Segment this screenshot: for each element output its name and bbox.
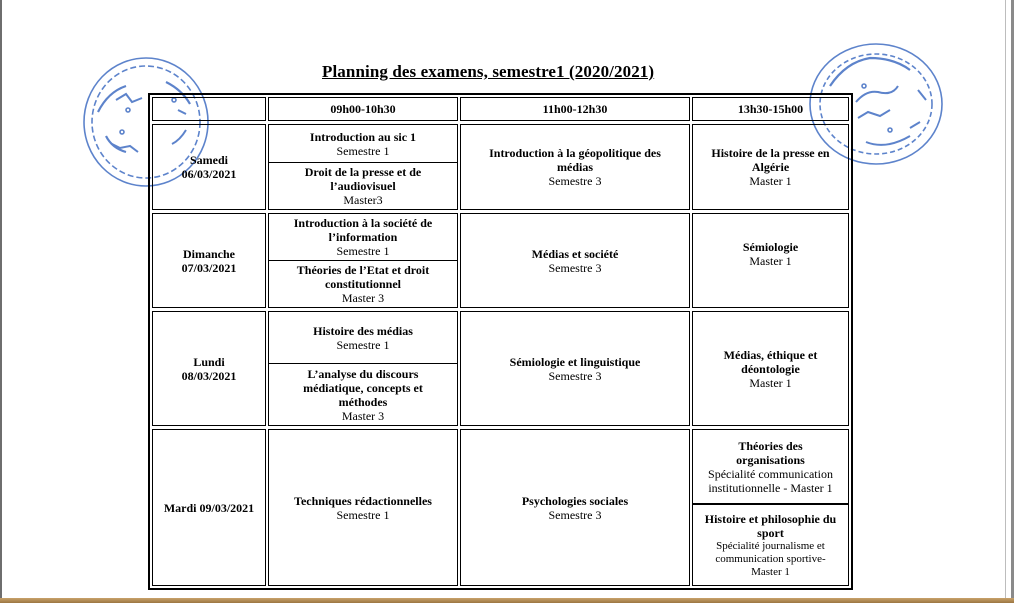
exam-title: Médias et société xyxy=(531,246,619,261)
exam-level: Semestre 3 xyxy=(548,368,602,383)
exam-level: Semestre 1 xyxy=(336,244,390,258)
exam-title: Droit de la presse et de l’audiovisuel xyxy=(304,165,422,193)
exam-level: Master3 xyxy=(343,193,383,207)
slot2-exam-mardi xyxy=(460,429,690,586)
exam-level: Master 1 xyxy=(749,254,792,268)
exam-level: Semestre 3 xyxy=(548,260,602,275)
slot3-exam-lundi xyxy=(692,311,849,426)
slot3-exam-samedi xyxy=(692,124,849,210)
slot2-exam-samedi xyxy=(460,124,690,210)
slot2-exam-lundi xyxy=(460,311,690,426)
day-cell-samedi: Samedi 06/03/2021 xyxy=(152,124,266,210)
exam-level: Master 1 xyxy=(749,174,792,188)
slot1-exam-a-dimanche xyxy=(268,213,458,260)
header-slot-2: 11h00-12h30 xyxy=(460,97,690,121)
slot1-exam-b-dimanche xyxy=(268,260,458,308)
exam-level: Semestre 3 xyxy=(548,174,602,188)
window-bottom-edge xyxy=(0,598,1014,603)
exam-title: Histoire de la presse en Algérie xyxy=(711,146,830,174)
exam-level: Semestre 3 xyxy=(548,507,602,522)
exam-level: Master 3 xyxy=(341,408,385,423)
day-cell-mardi: Mardi 09/03/2021 xyxy=(152,429,266,586)
exam-title: Introduction à la société de l’information xyxy=(293,216,433,244)
window-right-edge xyxy=(1005,0,1006,603)
exam-title: Théories des organisations xyxy=(736,438,805,467)
exam-level: Master 3 xyxy=(341,291,385,305)
slot1-exam-b-samedi xyxy=(268,162,458,210)
exam-level: Spécialité journalisme et communication sportive- Master 1 xyxy=(715,539,826,578)
slot1-exam-a-samedi xyxy=(268,124,458,162)
slot1-exam-a-lundi xyxy=(268,311,458,363)
exam-level: Semestre 1 xyxy=(336,337,390,352)
exam-title: Médias, éthique et déontologie xyxy=(723,347,818,376)
exam-schedule-table xyxy=(148,93,853,590)
day-cell-lundi: Lundi 08/03/2021 xyxy=(152,311,266,426)
header-empty-cell xyxy=(152,97,266,121)
exam-level: Master 1 xyxy=(749,375,792,390)
header-slot-1: 09h00-10h30 xyxy=(268,97,458,121)
exam-title: Psychologies sociales xyxy=(521,493,629,508)
exam-title: Sémiologie xyxy=(742,240,799,254)
slot3-exam-a-mardi xyxy=(692,429,849,503)
window-left-edge xyxy=(0,0,2,603)
page-title: Planning des examens, semestre1 (2020/2021) xyxy=(322,62,655,81)
slot1-exam-mardi xyxy=(268,429,458,586)
exam-title: Techniques rédactionnelles xyxy=(294,493,432,508)
exam-title: Histoire et philosophie du sport xyxy=(704,511,837,540)
slot3-exam-dimanche xyxy=(692,213,849,308)
exam-title: Sémiologie et linguistique xyxy=(509,354,641,369)
exam-title: Théories de l’Etat et droit constitutionnel xyxy=(296,263,430,291)
slot2-exam-dimanche xyxy=(460,213,690,308)
exam-title: Introduction à la géopolitique des médias xyxy=(489,146,661,174)
exam-level: Semestre 1 xyxy=(336,507,390,522)
day-cell-dimanche: Dimanche 07/03/2021 xyxy=(152,213,266,308)
exam-title: Histoire des médias xyxy=(313,323,413,338)
slot1-exam-b-lundi xyxy=(268,363,458,426)
exam-level: Spécialité communication institutionnelle - Master 1 xyxy=(708,466,833,495)
exam-title: Introduction au sic 1 xyxy=(309,129,417,144)
slot3-exam-b-mardi xyxy=(692,503,849,586)
header-slot-3: 13h30-15h00 xyxy=(692,97,849,121)
exam-level: Semestre 1 xyxy=(336,143,390,158)
exam-title: L’analyse du discours médiatique, concepts et méthodes xyxy=(303,366,423,409)
